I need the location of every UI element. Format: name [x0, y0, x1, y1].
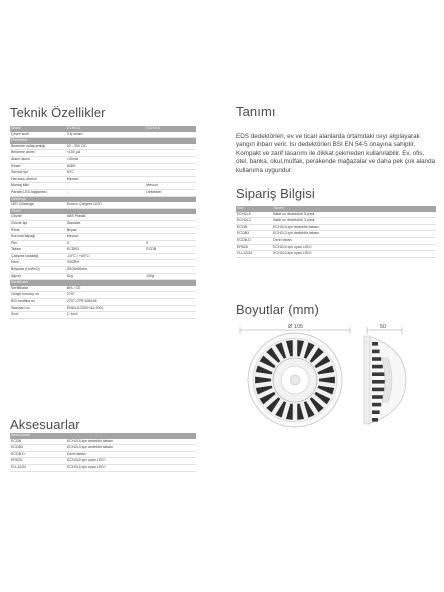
row-value: ECH2L3 için dedektör tabanı [273, 231, 319, 236]
row-value: BIS / CE [66, 285, 81, 290]
row-value: Mevcut [66, 176, 79, 181]
row-value: <40mA [66, 156, 79, 161]
row-label: LED Gösterge [11, 202, 34, 207]
section-label: Gösterge [11, 196, 26, 201]
row-label: Çevre sınıfı [11, 131, 30, 136]
table-row [10, 164, 196, 171]
section-label: Genel [11, 208, 21, 213]
row-value [146, 202, 196, 208]
table-row [236, 251, 436, 258]
row-label: Taban [11, 247, 21, 252]
row-value: Mevcut [146, 183, 158, 188]
section-label: Elektriksel [11, 138, 28, 143]
row-value: <150 µA [66, 150, 81, 155]
row-value: 92g [66, 273, 73, 278]
table-row [236, 218, 436, 225]
row-value: 5 [146, 240, 149, 245]
row-value: EN54-5:2000+A1:2002 [66, 305, 104, 310]
table-row [10, 202, 196, 209]
spec-table [10, 126, 196, 319]
row-label: Standart no [11, 305, 30, 310]
table-row [10, 221, 196, 228]
table-row [10, 241, 196, 248]
spec-title: Teknik Özellikler [10, 105, 106, 120]
header-cell: ECH2L3 [66, 126, 81, 130]
detector-side-fin [372, 342, 378, 346]
row-value: Destekler [146, 189, 162, 194]
row-value: -10°C / +60°C [66, 253, 90, 258]
section-label: Sertifikalar [11, 280, 28, 285]
row-label: Koruma kapağı [11, 234, 36, 239]
table-row [10, 234, 196, 241]
table-row [10, 254, 196, 261]
row-value [146, 234, 196, 240]
row-value: %93RH [66, 260, 80, 265]
row-value: ECH2L3 için dedektör tabanı [67, 445, 113, 450]
table-row [236, 212, 436, 219]
detector-side-fin [372, 395, 383, 399]
row-label: Çalışma sıcaklığı [11, 253, 39, 258]
row-value: 3 iç ortam [66, 131, 83, 136]
detector-side-view [364, 336, 406, 424]
row-value: ECH2L5 için dedektör tabanı [273, 224, 319, 229]
row-label: Renk [11, 227, 20, 232]
table-row [10, 144, 196, 151]
row-label: Ağırlık [11, 273, 22, 278]
row-value [146, 164, 196, 170]
row-value: NTC [66, 170, 75, 175]
row-value [146, 144, 196, 150]
table-row [236, 225, 436, 232]
row-value: ECH2L5 için uyarı LED'i [273, 244, 312, 249]
header-cell: ECH2L5 [146, 126, 160, 130]
row-value [146, 228, 196, 234]
row-label: ECDB3 [237, 231, 249, 236]
row-value [146, 157, 196, 163]
row-label: Alarm akımı [11, 156, 31, 161]
row-label: Montaj klibi [11, 183, 29, 188]
row-value [146, 292, 196, 298]
table-row [10, 452, 196, 459]
row-label: Onaylı kuruluş no [11, 292, 39, 297]
row-value [146, 299, 196, 305]
dimensions-drawing [230, 318, 440, 430]
table-row [10, 299, 196, 306]
detector-side-fin [372, 410, 380, 414]
row-value: Ø105x50mm [66, 267, 88, 272]
table-row [10, 260, 196, 267]
table-row [10, 190, 196, 197]
row-label: Sensör tipi [11, 170, 28, 175]
table-row [10, 286, 196, 293]
row-value [146, 221, 196, 227]
detector-side-fin [372, 350, 380, 354]
row-label: ECH2L5 [237, 211, 251, 216]
detector-side-fin [372, 365, 383, 369]
row-value: 3 [66, 240, 69, 245]
row-value: Sabit ısı dedektörü 5 pimli [273, 211, 315, 216]
row-value: ECH2L5 için uyarı LED'i [273, 251, 312, 256]
row-value: 2, sınıf [66, 312, 78, 317]
row-label: Besleme voltaj aralığı [11, 143, 46, 148]
row-value: ECH2L5 için dedektör tabanı [67, 438, 113, 443]
detector-side-fin [372, 372, 384, 376]
row-value: 2797-CPR-636146 [66, 299, 97, 304]
row-value: Kırmızı Çalışma LED'i [66, 202, 102, 207]
detector-side-fin [372, 380, 386, 384]
row-value: Derin taban [67, 451, 86, 456]
row-value: 100g [146, 273, 155, 278]
row-label: Nem [11, 260, 19, 265]
row-value [146, 150, 196, 156]
order-table [236, 206, 436, 258]
row-value [146, 214, 196, 220]
table-row [10, 177, 196, 184]
row-value: Mevcut [66, 234, 79, 239]
row-label: Boyutlar (HxWxD) [11, 267, 40, 272]
row-value: ABS Plastik [66, 214, 86, 219]
detector-front-view [248, 333, 342, 427]
row-value [146, 267, 196, 273]
row-label: Gövde tipi [11, 220, 28, 225]
row-label: ECDB-D [11, 451, 25, 456]
row-label: ECDB [237, 224, 247, 229]
table-row [10, 157, 196, 164]
table-row [10, 228, 196, 235]
table-row [10, 150, 196, 157]
table-row [10, 170, 196, 177]
row-label: Sertifikalar [11, 285, 28, 290]
row-value [146, 306, 196, 312]
row-value [146, 260, 196, 266]
row-label: FLL12/24 [237, 251, 253, 256]
row-label: ECH2L3 [237, 218, 251, 223]
row-value: - [66, 183, 68, 188]
header-cell: Aksesuarlar [11, 433, 30, 437]
table-row [10, 292, 196, 299]
row-label: Hat sonu direnci [11, 176, 37, 181]
definition-title: Tanımı [236, 104, 276, 119]
row-label: EPA25 [11, 458, 22, 463]
table-row [10, 183, 196, 190]
table-row [10, 445, 196, 452]
row-label: BSI sertifika no [11, 299, 36, 304]
definition-text: EDS dedektörleri, ev ve ticari alanlarda ortamdaki ısıyı algılayarak yangın ihbarı verir. Isı dedektörleri BSI EN 54-5 onayına sahiptir. Kompakt ve zarif tasarımı ile dikkat çekmeden kullanılabilir. Ev, ofis, otel, banka, okul,mutfak, perakende mağazalar ve daha pek çok alanda kullanıma uygundur. [236, 133, 436, 174]
table-row [236, 245, 436, 252]
row-label: Reset [11, 163, 21, 168]
table-row [10, 214, 196, 221]
row-label: Gövde [11, 214, 22, 219]
row-label: Sınıf [11, 312, 19, 317]
header-cell: Kod [237, 206, 244, 210]
row-label: ECDB [11, 438, 21, 443]
header-cell: Model [11, 126, 21, 130]
table-row [10, 306, 196, 313]
diameter-label: Ø 105 [288, 324, 303, 330]
table-row [10, 247, 196, 254]
row-value: - [66, 189, 68, 194]
row-value: ECDB [146, 247, 157, 252]
header-cell: Tanımı [273, 206, 284, 210]
accessories-title: Aksesuarlar [10, 417, 80, 432]
row-value [146, 170, 196, 176]
table-row [236, 231, 436, 238]
row-value [146, 132, 196, 138]
row-value: Standart [66, 220, 81, 225]
detector-side-fin [372, 388, 384, 392]
table-row [10, 132, 196, 139]
row-label: ECDB3 [11, 445, 23, 450]
row-label: EPA25 [237, 244, 248, 249]
row-value: ECH2L5 için uyarı LED'i [67, 464, 106, 469]
table-row [10, 274, 196, 281]
row-value: ECH2L5 için uyarı LED'i [67, 458, 106, 463]
table-row [10, 312, 196, 319]
table-row [10, 458, 196, 465]
row-label: Paralel LED bağlantısı [11, 189, 47, 194]
row-value [146, 254, 196, 260]
table-row [10, 439, 196, 446]
row-label: Bekleme akımı [11, 150, 35, 155]
row-value [146, 177, 196, 183]
row-value [146, 312, 196, 318]
dimensions-title: Boyutlar (mm) [236, 302, 319, 317]
detector-side-fin [372, 418, 378, 422]
table-row [236, 238, 436, 245]
row-value: 2797 [66, 292, 75, 297]
table-row [10, 465, 196, 472]
row-value: ECDB3 [66, 247, 79, 252]
accessories-table [10, 433, 196, 472]
row-value: Derin taban [273, 237, 292, 242]
detector-side-fin [372, 403, 381, 407]
row-label: Pim [11, 240, 18, 245]
height-label: 50 [380, 324, 387, 330]
row-label: FLL12/24 [11, 464, 27, 469]
row-value: Beyaz [66, 227, 77, 232]
row-value: Sabit ısı dedektörü 3 pimli [273, 218, 315, 223]
order-title: Sipariş Bilgisi [236, 186, 315, 201]
table-row [10, 267, 196, 274]
detector-side-fin [372, 357, 381, 361]
row-label: ECDB-D [237, 237, 251, 242]
row-value: 638S [66, 163, 76, 168]
row-value: 20 - 30V DC [66, 143, 87, 148]
row-value [146, 286, 196, 292]
